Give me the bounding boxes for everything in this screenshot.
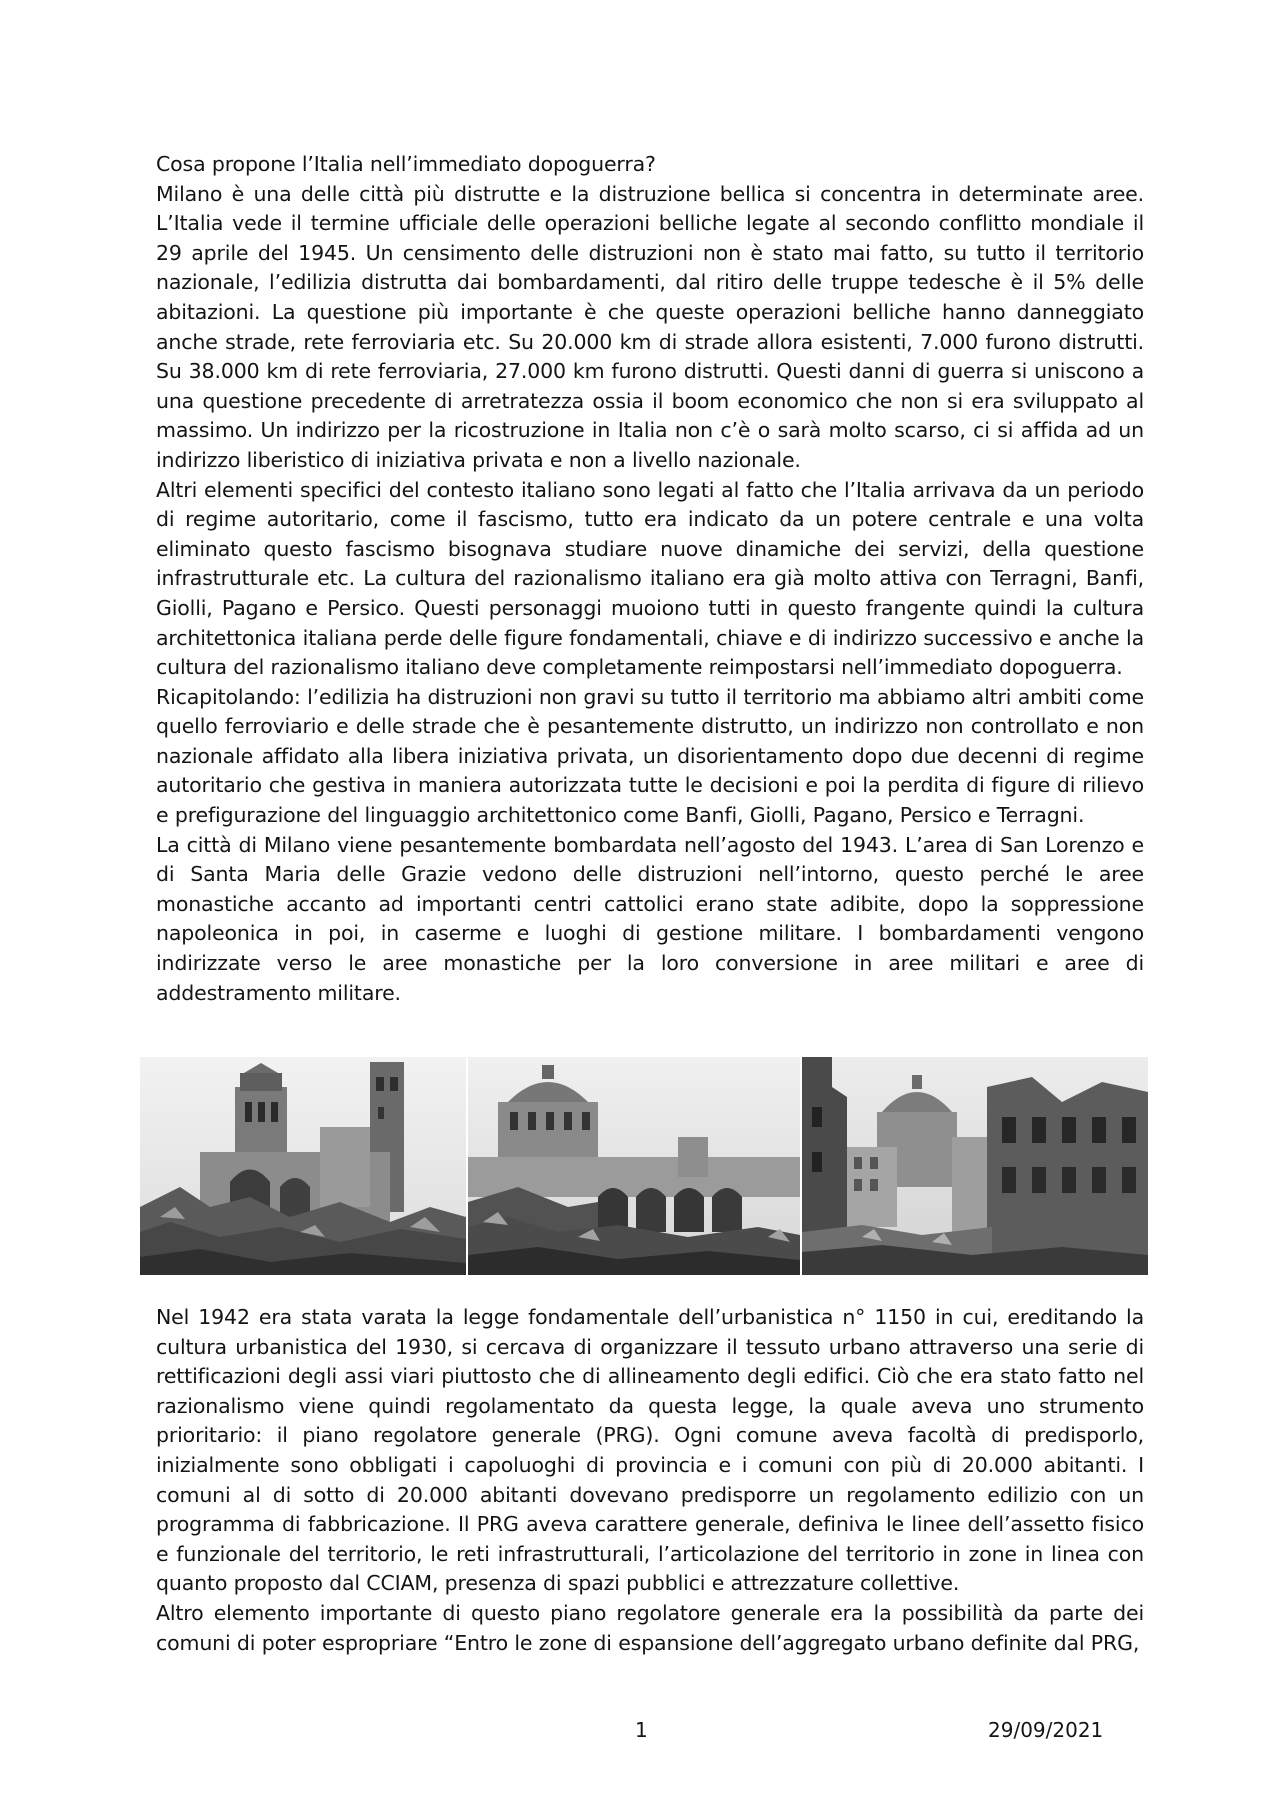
paragraph: Ricapitolando: l’edilizia ha distruzioni non gravi su tutto il territorio ma abbiamo altri ambiti come quello ferroviario e delle strade che è pesantemente distrutto, un indirizzo non controllato e non nazionale affidato alla libera iniziativa privata, un disorientamento dopo due decenni di regime autoritario che gestiva in maniera autorizzata tutte le decisioni e poi la perdita di figure di rilievo e prefigurazione del linguaggio architettonico come Banfi, Giolli, Pagano, Persico e Terragni.: [156, 684, 1144, 828]
bombed-street-ruins-photo: [802, 1057, 1148, 1275]
text-block-top: [156, 150, 1144, 1008]
heading: Cosa propone l’Italia nell’immediato dopoguerra?: [156, 152, 656, 176]
paragraph: Altro elemento importante di questo piano regolatore generale era la possibilità da parte dei comuni di poter espropriare “Entro le zone di espansione dell’aggregato urbano definite dal PRG,: [156, 1600, 1144, 1655]
page-number: 1: [635, 1718, 648, 1742]
footer-date: 29/09/2021: [988, 1718, 1104, 1742]
paragraph: Nel 1942 era stata varata la legge fondamentale dell’urbanistica n° 1150 in cui, ereditando la cultura urbanistica del 1930, si cercava di organizzare il tessuto urbano attraverso una serie di rettificazioni degli assi viari piuttosto che di allineamento degli edifici. Ciò che era stato fatto nel razionalismo viene quindi regolamentato da questa legge, la quale aveva uno strumento prioritario: il piano regolatore generale (PRG). Ogni comune aveva facoltà di predisporlo, inizialmente sono obbligati i capoluoghi di provincia e i comuni con più di 20.000 abitanti. I comuni al di sotto di 20.000 abitanti dovevano predisporre un regolamento edilizio con un programma di fabbricazione. Il PRG aveva carattere generale, definiva le linee dell’assetto fisico e funzionale del territorio, le reti infrastrutturali, l’articolazione del territorio in zone in linea con quanto proposto dal CCIAM, presenza di spazi pubblici e attrezzature collettive.: [156, 1305, 1144, 1596]
paragraph: Altri elementi specifici del contesto italiano sono legati al fatto che l’Italia arrivava da un periodo di regime autoritario, come il fascismo, tutto era indicato da un potere centrale e una volta eliminato questo fascismo bisognava studiare nuove dinamiche dei servizi, della questione infrastrutturale etc. La cultura del razionalismo italiano era già molto attiva con Terragni, Banfi, Giolli, Pagano e Persico. Questi personaggi muoiono tutti in questo frangente quindi la cultura architettonica italiana perde delle figure fondamentali, chiave e di indirizzo successivo e anche la cultura del razionalismo italiano deve completamente reimpostarsi nell’immediato dopoguerra.: [156, 477, 1144, 680]
text-block-bottom: [156, 1303, 1144, 1658]
paragraph: Milano è una delle città più distrutte e la distruzione bellica si concentra in determinate aree. L’Italia vede il termine ufficiale delle operazioni belliche legate al secondo conflitto mondiale il 29 aprile del 1945. Un censimento delle distruzioni non è stato mai fatto, su tutto il territorio nazionale, l’edilizia distrutta dai bombardamenti, dal ritiro delle truppe tedesche è il 5% delle abitazioni. La questione più importante è che queste operazioni belliche hanno danneggiato anche strade, rete ferroviaria etc. Su 20.000 km di strade allora esistenti, 7.000 furono distrutti. Su 38.000 km di rete ferroviaria, 27.000 km furono distrutti. Questi danni di guerra si uniscono a una questione precedente di arretratezza ossia il boom economico che non si era sviluppato al massimo. Un indirizzo per la ricostruzione in Italia non c’è o sarà molto scarso, ci si affida ad un indirizzo liberistico di iniziativa privata e non a livello nazionale.: [156, 181, 1144, 472]
paragraph: La città di Milano viene pesantemente bombardata nell’agosto del 1943. L’area di San Lorenzo e di Santa Maria delle Grazie vedono delle distruzioni nell’intorno, questo perché le aree monastiche accanto ad importanti centri cattolici erano state adibite, dopo la soppressione napoleonica in poi, in caserme e luoghi di gestione militare. I bombardamenti vengono indirizzate verso le aree monastiche per la loro conversione in aree militari e aree di addestramento militare.: [156, 832, 1144, 1005]
photo-strip: [140, 1057, 1148, 1275]
bombed-church-cloister-photo: [468, 1057, 800, 1275]
bombed-basilica-photo: [140, 1057, 466, 1275]
